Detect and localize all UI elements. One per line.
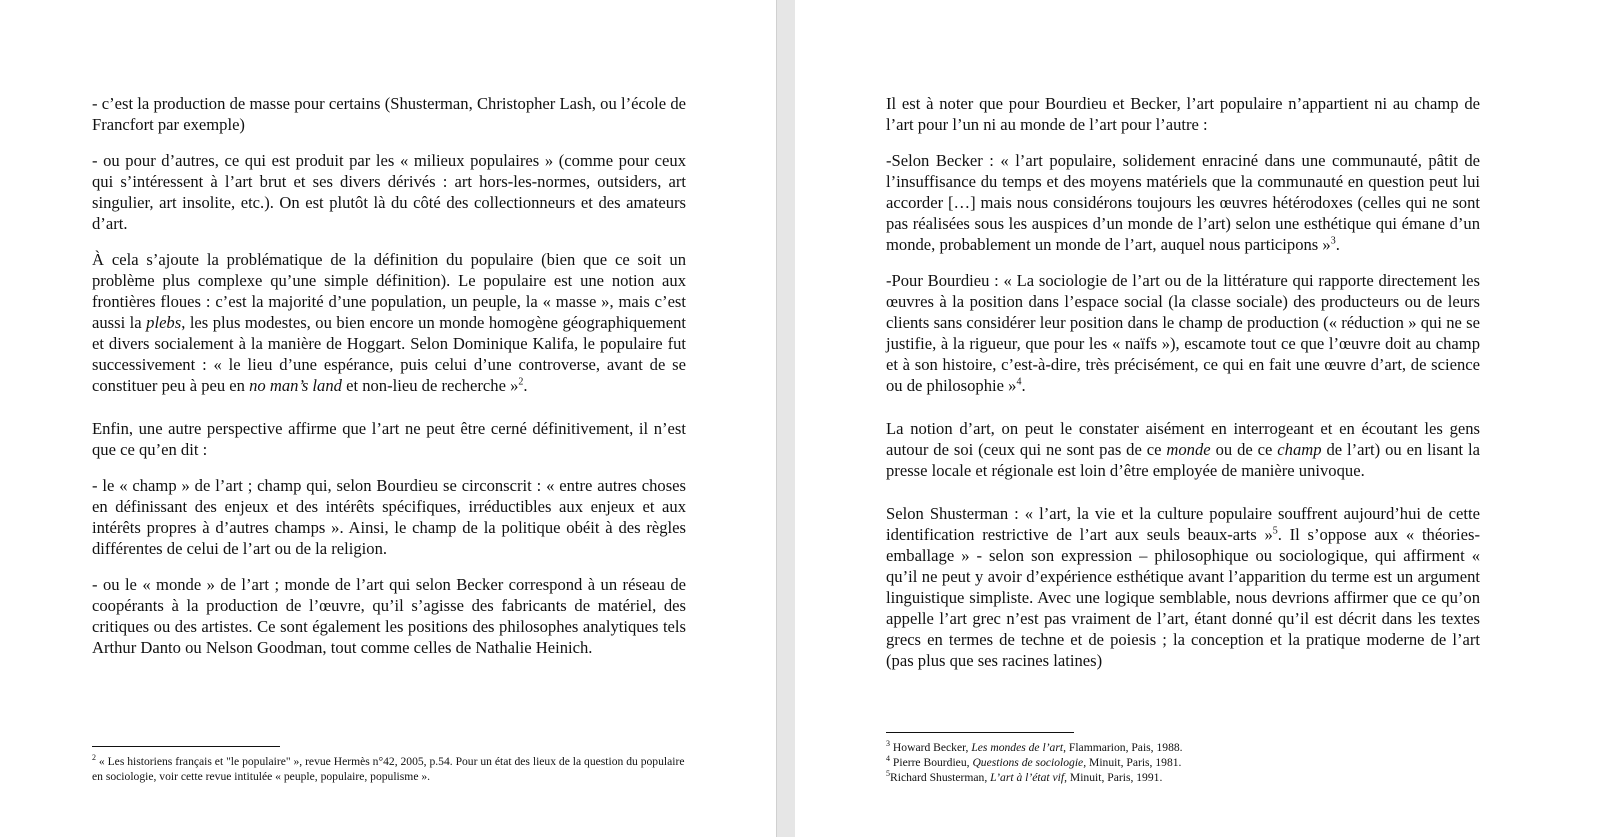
text-run: . [1335,235,1340,254]
footnote-reference[interactable]: 3 [1330,235,1336,247]
text-run: . Il s’oppose aux « théories-emballage » - selon son expression – philosophique ou sociologique, qui affirment « qu’il ne peut y avoir d’expérience esthétique avant l’apparition du terme est un argument linguistique simpliste. Avec une logique semblable, nous devrions affirmer que ce qu’on appelle l’art grec n’est pas vraiment de l’art, étant donné qu’il est décrit dans les textes grecs en termes de techne et de poiesis ; la conception et la pratique moderne de l’art (pas plus que ses racines latines) [886,525,1480,670]
text-run: , Flammarion, Pais, 1988. [1063,741,1183,754]
italic-text: champ [1277,440,1322,459]
footnote-reference[interactable]: 5 [886,769,890,779]
paragraph [886,93,1480,135]
paragraph [886,503,1480,671]
paragraph [92,150,686,234]
text-run: Pierre Bourdieu, [890,756,973,769]
italic-text: L’art à l’état vif [990,771,1065,784]
text-run: de l’art) ou en lisant la presse locale et régionale est loin d’être employée de manière univoque. [886,440,1480,480]
text-run: et non-lieu de recherche » [341,376,519,395]
text-run: À cela s’ajoute la problématique de la définition du populaire (bien que ce soit un problème plus complexe qu’une simple définition). Le populaire est une notion aux frontières floues : c’est la majorité d’une population, un peuple, la « masse », mais c’est aussi la [92,250,686,332]
italic-text: plebs [146,313,182,332]
footnote-separator [886,732,1074,733]
text-run: - c’est la production de masse pour certains (Shusterman, Christopher Lash, ou l’école de Francfort par exemple) [92,94,686,134]
text-run: « Les historiens français et "le populaire" », revue Hermès n°42, 2005, p.54. Pour un état des lieux de la question du populaire en sociologie, voir cette revue intitulée « peuple, populaire, populisme ». [92,755,685,783]
text-run: Richard Shusterman, [890,771,991,784]
document-page-left [0,0,776,837]
paragraph [92,574,686,658]
text-run: , Minuit, Paris, 1991. [1064,771,1163,784]
text-run: - ou le « monde » de l’art ; monde de l’art qui selon Becker correspond à un réseau de coopérants à la production de l’œuvre, qu’il s’agisse des fabricants de matériel, des critiques ou des artistes. Ce sont également les positions des philosophes analytiques tels Arthur Danto ou Nelson Goodman, tout comme celles de Nathalie Heinich. [92,575,686,657]
footnote [886,755,1486,770]
footnote-reference[interactable]: 4 [1016,376,1022,388]
text-run: Minuit, Paris, 1981. [1086,756,1182,769]
text-run: -Selon Becker : « l’art populaire, solidement enraciné dans une communauté, pâtit de l’insuffisance du temps et des moyens matériels que la communauté en question peut lui accorder […] mais nous considérons toujours les œuvres hétérodoxes (celles qui ne sont pas réalisées sous les auspices d’un monde de l’art) selon une esthétique qui émane d’un monde, probablement un monde de l’art, auquel nous participons » [886,151,1480,254]
text-run: ou de ce [1210,440,1278,459]
footnote-reference[interactable]: 3 [886,739,890,749]
footnote-reference[interactable]: 4 [886,754,890,764]
text-run: Il est à noter que pour Bourdieu et Becker, l’art populaire n’appartient ni au champ de l’art pour l’un ni au monde de l’art pour l’autre : [886,94,1480,134]
paragraph [886,150,1480,255]
footnote-reference[interactable]: 5 [1272,525,1278,537]
text-run: . [523,376,528,395]
italic-text: no man’s land [249,376,342,395]
footnote-reference[interactable]: 2 [92,753,96,763]
paragraph [92,93,686,135]
text-run: , les plus modestes, ou bien encore un monde homogène géographiquement et divers socialement à la manière de Hoggart. Selon Dominique Kalifa, le populaire fut successivement : « le lieu d’une espérance, puis celui d’une controverse, avant de se constituer peu à peu en [92,313,686,395]
footnote [886,740,1486,755]
page-gutter [776,0,796,837]
paragraph [886,270,1480,396]
footnote [92,754,692,784]
text-run: Howard Becker, [890,741,972,754]
document-page-right [795,0,1600,837]
footnotes [886,740,1486,785]
italic-text: Les mondes de l’art [971,741,1064,754]
footnote [886,770,1486,785]
text-run: La notion d’art, on peut le constater aisément en interrogeant et en écoutant les gens autour de soi (ceux qui ne sont pas de ce [886,419,1480,459]
footnote-reference[interactable]: 2 [518,376,524,388]
paragraph [92,475,686,559]
text-run: . [1021,376,1026,395]
footnotes [92,754,692,784]
text-run: Selon Shusterman : « l’art, la vie et la culture populaire souffrent aujourd’hui de cette identification restrictive de l’art aux seuls beaux-arts » [886,504,1480,544]
paragraph [886,418,1480,481]
text-run: Enfin, une autre perspective affirme que l’art ne peut être cerné définitivement, il n’est que ce qu’en dit : [92,419,686,459]
body-text [886,93,1480,686]
text-run: -Pour Bourdieu : « La sociologie de l’art ou de la littérature qui rapporte directement les œuvres à la position dans l’espace social (la classe sociale) des producteurs ou de leurs clients sans considérer leur position dans le champ de production (« réduction » qui ne se justifie, à la rigueur, que pour les « naïfs »), escamote tout ce que l’œuvre doit au champ et à son histoire, c’est-à-dire, très précisément, ce qui en fait une œuvre d’art, de science ou de philosophie » [886,271,1480,395]
body-text [92,93,686,673]
paragraph [92,249,686,396]
italic-text: monde [1166,440,1211,459]
footnote-separator [92,746,280,747]
paragraph [92,418,686,460]
text-run: - le « champ » de l’art ; champ qui, selon Bourdieu se circonscrit : « entre autres choses en définissant des enjeux et des intérêts spécifiques, irréductibles aux enjeux et aux intérêts propres à d’autres champs ». Ainsi, le champ de la politique obéit à des règles différentes de celui de l’art ou de la religion. [92,476,686,558]
italic-text: Questions de sociologie, [972,756,1087,769]
text-run: - ou pour d’autres, ce qui est produit par les « milieux populaires » (comme pour ceux qui s’intéressent à l’art brut et ses divers dérivés : art hors-les-normes, outsiders, art singulier, art insolite, etc.). On est plutôt là du côté des collectionneurs et des amateurs d’art. [92,151,686,233]
